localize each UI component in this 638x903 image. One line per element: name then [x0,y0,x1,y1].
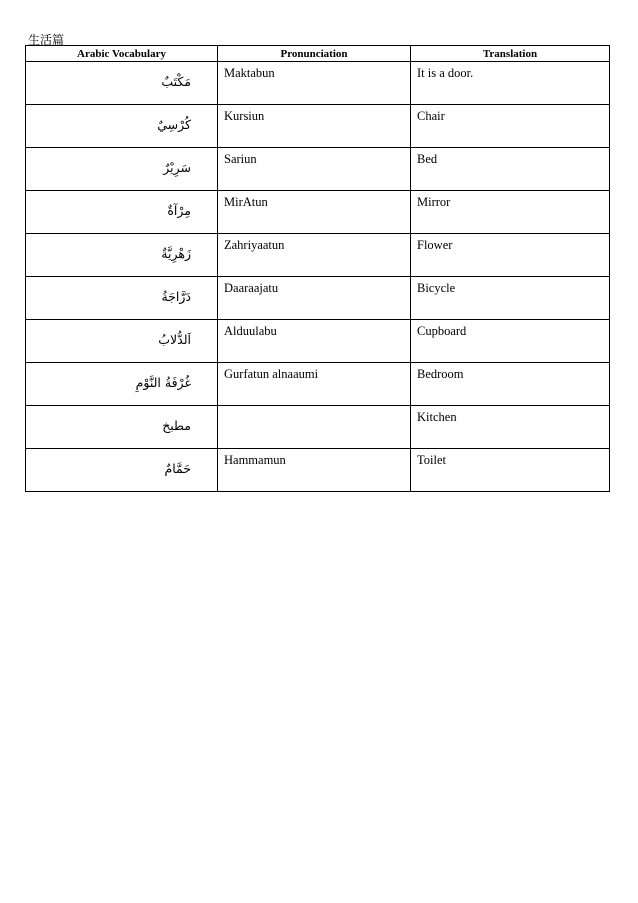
arabic-word: مطبخ [26,406,218,449]
table-row [26,449,610,492]
pronunciation-cell: Gurfatun alnaaumi [218,363,411,406]
pronunciation-cell: Hammamun [218,449,411,492]
table-header-row [26,46,610,62]
translation-cell: Bedroom [411,363,610,406]
table-row [26,363,610,406]
arabic-word: دَرَّاجَةُ [26,277,218,320]
pronunciation-cell: MirAtun [218,191,411,234]
header-pronunciation: Pronunciation [218,46,411,62]
arabic-word: حَمَّامٌ [26,449,218,492]
translation-cell: Toilet [411,449,610,492]
translation-cell: Mirror [411,191,610,234]
table-row [26,148,610,191]
arabic-word: سَرِيْرٌ [26,148,218,191]
pronunciation-cell: Kursiun [218,105,411,148]
pronunciation-cell [218,406,411,449]
translation-cell: It is a door. [411,62,610,105]
arabic-word: مَكْتَبٌ [26,62,218,105]
table-row [26,320,610,363]
pronunciation-cell: Zahriyaatun [218,234,411,277]
translation-cell: Flower [411,234,610,277]
table-row [26,277,610,320]
arabic-word: اَلدُّلابُ [26,320,218,363]
translation-cell: Cupboard [411,320,610,363]
arabic-word: مِرْآةٌ [26,191,218,234]
header-translation: Translation [411,46,610,62]
table-row [26,191,610,234]
translation-cell: Bed [411,148,610,191]
page-heading: 生活篇 [28,33,65,47]
arabic-word: كُرْسِيٌ [26,105,218,148]
table-row [26,234,610,277]
table-row [26,62,610,105]
arabic-word: غُرْفَةُ النَّوْمِ [26,363,218,406]
translation-cell: Kitchen [411,406,610,449]
arabic-word: زَهْرِيَّةٌ [26,234,218,277]
table-row [26,406,610,449]
pronunciation-cell: Daaraajatu [218,277,411,320]
header-arabic-vocabulary: Arabic Vocabulary [26,46,218,62]
translation-cell: Bicycle [411,277,610,320]
pronunciation-cell: Sariun [218,148,411,191]
translation-cell: Chair [411,105,610,148]
pronunciation-cell: Alduulabu [218,320,411,363]
pronunciation-cell: Maktabun [218,62,411,105]
vocabulary-table [25,45,610,492]
table-row [26,105,610,148]
